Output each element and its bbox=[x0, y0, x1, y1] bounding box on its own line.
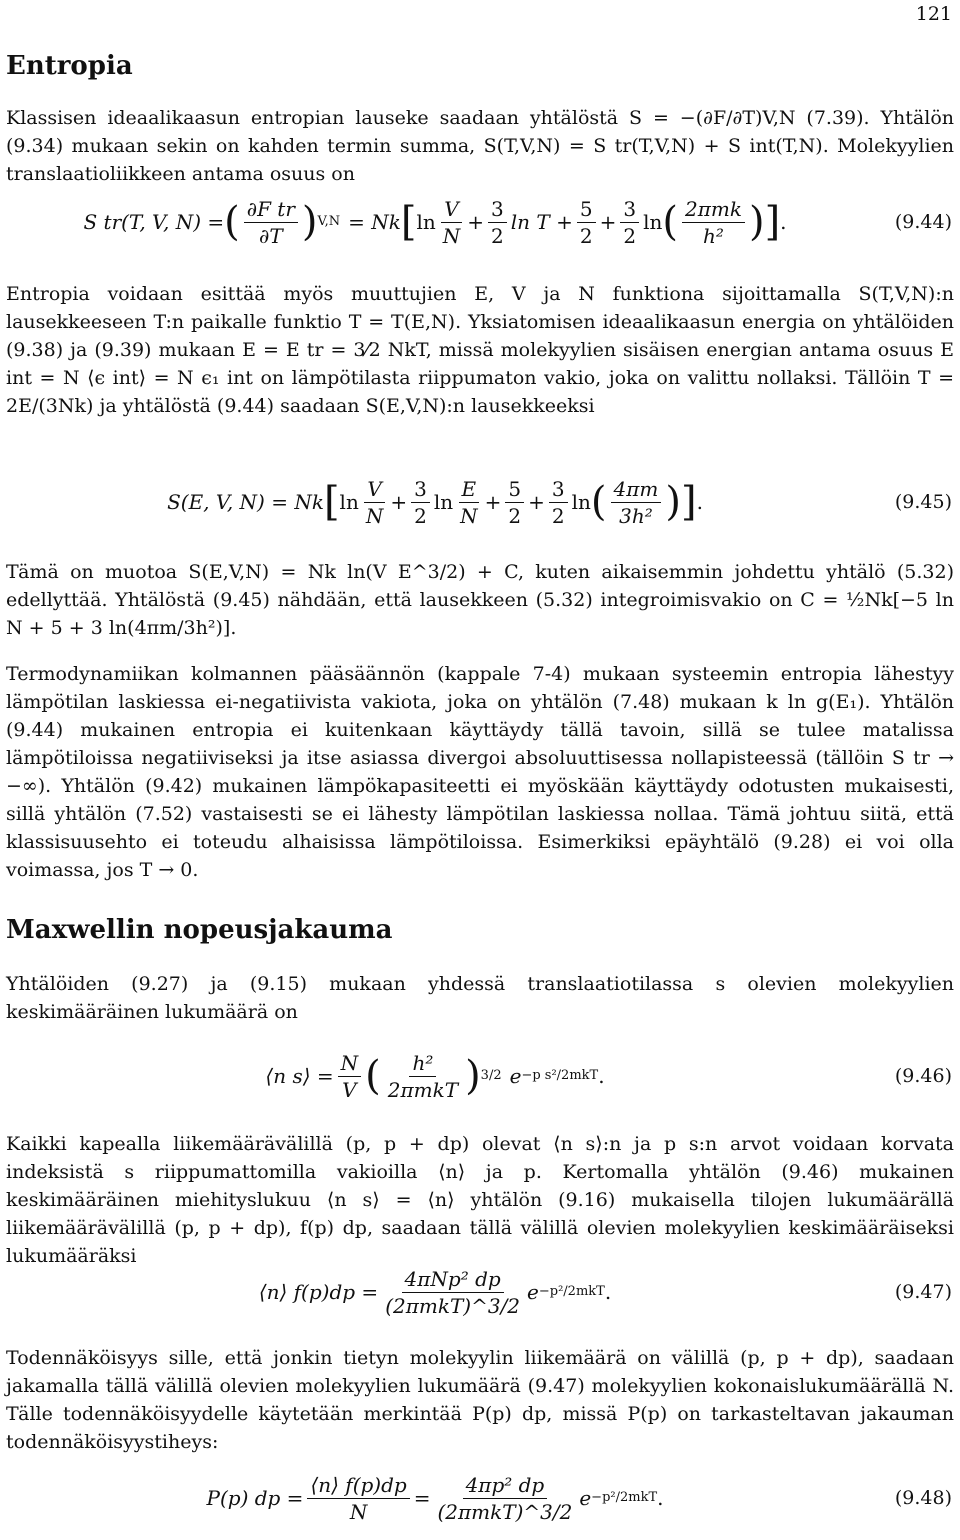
period: . bbox=[598, 1064, 605, 1088]
equation-number: (9.45) bbox=[894, 491, 952, 513]
frac-den: 2 bbox=[551, 503, 565, 528]
exponent: −p²/2mkT bbox=[591, 1490, 658, 1505]
frac-num: 5 bbox=[505, 476, 524, 503]
paren-close: ) bbox=[748, 199, 765, 245]
paren-close: ) bbox=[465, 1053, 481, 1099]
period: . bbox=[604, 1280, 612, 1304]
frac-den: V bbox=[342, 1077, 357, 1102]
frac-den: N bbox=[349, 1499, 368, 1524]
equation-number: (9.46) bbox=[894, 1065, 952, 1087]
frac bbox=[457, 476, 481, 529]
exp-base: e bbox=[509, 1064, 522, 1088]
ln: ln bbox=[416, 210, 436, 234]
frac bbox=[505, 476, 524, 529]
frac-num: E bbox=[459, 476, 480, 503]
eq-mid: = Nk bbox=[348, 210, 401, 234]
frac bbox=[440, 196, 464, 249]
paragraph: Yhtälöiden (9.27) ja (9.15) mukaan yhdessä translaatiotilassa s olevien molekyylien keskimääräinen lukumäärä on bbox=[6, 973, 954, 1023]
frac-num: 3 bbox=[488, 196, 507, 223]
bracket-open: [ bbox=[400, 199, 417, 245]
paragraph: Entropia voidaan esittää myös muuttujien E, V ja N funktiona sijoittamalla S(T,V,N):n lausekkeeseen T:n paikalle funktio T = T(E,N). Yksiatomisen ideaalikaasun energia on yhtälöiden (9.38) ja (9.39) mukaan E = E tr = 3⁄2 NkT, missä molekyylien sisäisen energian antama osuus E int = N ⟨ϵ int⟩ = N ϵ₁ int on lämpötilasta riippumaton vakio, joka on valittu nollaksi. Tällöin T = 2E/(3Nk) ja yhtälöstä (9.44) saadaan S(E,V,N):n lausekkeeksi bbox=[6, 283, 954, 417]
paren-open: ( bbox=[365, 1053, 381, 1099]
frac bbox=[488, 196, 507, 249]
section-heading-entropia: Entropia bbox=[6, 51, 133, 81]
equals: = bbox=[413, 1486, 431, 1510]
frac-den: 2πmkT bbox=[387, 1077, 459, 1102]
equation-number: (9.48) bbox=[894, 1487, 952, 1509]
frac-den: 2 bbox=[414, 503, 427, 528]
paragraph: Klassisen ideaalikaasun entropian lauseke saadaan yhtälöstä S = −(∂F/∂T)V,N (7.39). Yhtälön (9.34) mukaan sekin on kahden termin summa, S(T,V,N) = S tr(T,V,N) + S int(T,N). Molekyylien translaatioliikkeen antama osuus on bbox=[6, 107, 954, 185]
equation-number: (9.47) bbox=[894, 1281, 952, 1303]
frac bbox=[411, 476, 430, 529]
frac bbox=[682, 196, 745, 249]
equation-9-48 bbox=[0, 1458, 960, 1538]
equation-9-45 bbox=[0, 462, 960, 542]
eq-lhs: ⟨n s⟩ = bbox=[265, 1064, 334, 1088]
frac-den: 3h² bbox=[619, 503, 653, 528]
bracket-open: [ bbox=[323, 479, 340, 525]
frac-num: 4πm bbox=[611, 476, 662, 503]
frac-num: h² bbox=[409, 1050, 436, 1077]
equation-9-46 bbox=[0, 1036, 960, 1116]
frac bbox=[382, 1266, 523, 1319]
frac bbox=[338, 1050, 362, 1103]
frac-den: (2πmkT)^3/2 bbox=[437, 1499, 573, 1524]
plus: + bbox=[390, 490, 408, 514]
deriv-subscript: V,N bbox=[317, 214, 341, 229]
frac-den: 2 bbox=[508, 503, 522, 528]
frac-num: 5 bbox=[577, 196, 596, 223]
plus: + bbox=[528, 490, 545, 514]
equation-number: (9.44) bbox=[894, 211, 952, 233]
frac bbox=[307, 1472, 409, 1525]
paren-open: ( bbox=[590, 479, 607, 525]
paragraph: Kaikki kapealla liikemäärävälillä (p, p + dp) olevat ⟨n s⟩:n ja p s:n arvot voidaan korvata indeksistä s riippumattomilla vakioilla ⟨n⟩ ja p. Kertomalla yhtälön (9.46) mukainen keskimääräinen miehityslukuu ⟨n s⟩ = ⟨n⟩ yhtälön (9.16) mukaisella tilojen lukumäärällä liikemäärävälillä (p, p + dp), f(p) dp, saadaan tällä välillä olevien molekyylien keskimääräiseksi lukumääräksi bbox=[6, 1133, 954, 1267]
frac-num: 3 bbox=[549, 476, 568, 503]
frac bbox=[434, 1472, 575, 1525]
period: . bbox=[696, 490, 703, 514]
ln: ln bbox=[339, 490, 359, 514]
exponent: −p s²/2mkT bbox=[521, 1068, 599, 1083]
frac-den: N bbox=[460, 503, 478, 528]
ln: ln bbox=[433, 490, 454, 514]
frac bbox=[549, 476, 568, 529]
frac-den: 2 bbox=[623, 223, 637, 248]
bracket-close: ] bbox=[764, 199, 781, 245]
paragraph: Todennäköisyys sille, että jonkin tietyn molekyylin liikemäärä on välillä (p, p + dp), saadaan jakamalla tällä välillä olevien molekyylien lukumäärä (9.47) molekyylien kokonaislukumäärällä N. Tälle todennäköisyydelle käytetään merkintää P(p) dp, missä P(p) on tarkasteltavan jakauman todennäköisyystiheys: bbox=[6, 1347, 954, 1453]
frac-den: (2πmkT)^3/2 bbox=[385, 1293, 521, 1318]
frac-num: V bbox=[441, 196, 461, 223]
plus: + bbox=[467, 210, 485, 234]
frac bbox=[363, 476, 387, 529]
exponent: −p²/2mkT bbox=[538, 1284, 605, 1299]
paren-close: ) bbox=[301, 199, 318, 245]
frac-num: 2πmk bbox=[682, 196, 745, 223]
ln: ln bbox=[571, 490, 591, 514]
frac bbox=[620, 196, 639, 249]
frac-num: 3 bbox=[411, 476, 430, 503]
frac-num: 3 bbox=[620, 196, 639, 223]
period: . bbox=[657, 1486, 664, 1510]
ln: ln bbox=[643, 210, 663, 234]
frac-den: N bbox=[365, 503, 384, 528]
section-heading-maxwell: Maxwellin nopeusjakauma bbox=[6, 915, 393, 945]
paragraph: Termodynamiikan kolmannen pääsäännön (kappale 7-4) mukaan systeemin entropia lähestyy lämpötilan laskiessa ei-negatiivista vakiota, joka on yhtälön (7.48) mukaan k ln g(E₁). Yhtälön (9.44) mukainen entropia ei kuitenkaan käyttäydy tällä tavoin, sillä se tulee matalissa lämpötiloissa negatiiviseksi ja itse asiassa divergoi absoluuttisessa nollapisteessä (tällöin S tr → −∞). Yhtälön (9.42) mukainen lämpökapasiteetti ei myöskään käyttäydy odotusten mukaisesti, sillä yhtälön (7.52) vastaisesti se ei lähesty lämpötilan laskiessa nollaa. Tämä johtuu siitä, että klassisuusehto ei toteudu alhaisissa lämpötiloissa. Esimerkiksi epäyhtälö (9.28) ei voi olla voimassa, jos T → 0. bbox=[6, 663, 954, 881]
frac-den: h² bbox=[703, 223, 724, 248]
frac bbox=[577, 196, 596, 249]
term: ln T + bbox=[510, 210, 573, 234]
frac-num: 4πp² dp bbox=[463, 1472, 548, 1499]
bracket-close: ] bbox=[680, 479, 697, 525]
paren-close: ) bbox=[665, 479, 681, 525]
exp-base: e bbox=[527, 1280, 539, 1304]
paren-open: ( bbox=[224, 199, 240, 245]
derivative bbox=[244, 196, 298, 249]
plus: + bbox=[599, 210, 617, 234]
frac-den: ∂T bbox=[258, 223, 283, 248]
equation-9-47 bbox=[0, 1252, 960, 1332]
frac-num: ⟨n⟩ f(p)dp bbox=[307, 1472, 409, 1499]
equation-9-44 bbox=[0, 182, 960, 262]
frac-den: 2 bbox=[491, 223, 504, 248]
paragraph: Tämä on muotoa S(E,V,N) = Nk ln(V E^3/2) + C, kuten aikaisemmin johdettu yhtälö (5.32) edellyttää. Yhtälöstä (9.45) nähdään, että lausekkeen (5.32) integroimisvakio on C = ½Nk[−5 ln N + 5 + 3 ln(4πm/3h²)]. bbox=[6, 561, 954, 639]
exp-base: e bbox=[579, 1486, 592, 1510]
frac-den: N bbox=[442, 223, 461, 248]
frac-num: ∂F tr bbox=[244, 196, 298, 223]
frac bbox=[611, 476, 662, 529]
eq-lhs: P(p) dp = bbox=[206, 1486, 304, 1510]
eq-lhs: S tr(T, V, N) = bbox=[83, 210, 225, 234]
frac-num: V bbox=[364, 476, 384, 503]
exponent: 3/2 bbox=[480, 1068, 502, 1083]
eq-lhs: ⟨n⟩ f(p)dp = bbox=[258, 1280, 379, 1304]
period: . bbox=[780, 210, 787, 234]
frac-num: 4πNp² dp bbox=[402, 1266, 504, 1293]
frac bbox=[385, 1050, 461, 1103]
paren-open: ( bbox=[662, 199, 678, 245]
frac-num: N bbox=[338, 1050, 362, 1077]
plus: + bbox=[484, 490, 502, 514]
page-number: 121 bbox=[915, 3, 952, 25]
eq-lhs: S(E, V, N) = Nk bbox=[167, 490, 324, 514]
frac-den: 2 bbox=[579, 223, 593, 248]
